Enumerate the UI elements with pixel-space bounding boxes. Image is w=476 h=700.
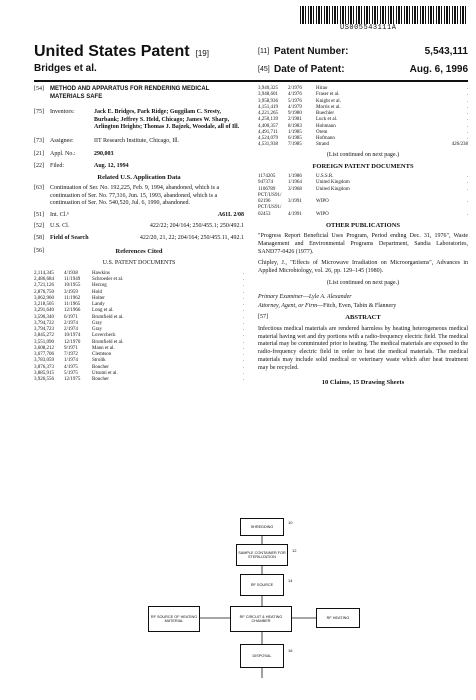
reference-row: 3,291,640 12/1966 Long et al. . <box>34 308 244 314</box>
reference-row: 3,062,960 11/1962 Holter . <box>34 295 244 301</box>
foreign-reference-row: 947374 1/1964 United Kingdom . <box>258 180 468 186</box>
publication-2: Chipley, J., "Effects of Microwave Irradiation on Microorganisms", Advances in Applied Microbiology, vol. 26, pp. 129–145 (1980). <box>258 260 468 275</box>
foreign-heading: FOREIGN PATENT DOCUMENTS <box>312 163 414 170</box>
reference-row: 2,114,345 4/1938 Hawkins . <box>34 270 244 276</box>
reference-row: 3,926,556 12/1975 Boucher . <box>34 377 244 382</box>
reference-row: 4,221,265 9/1980 Buechler . <box>258 111 468 116</box>
title-code: [19] <box>195 49 209 58</box>
reference-row: 3,551,090 12/1970 Brumfield et al. . <box>34 339 244 345</box>
reference-row: 4,400,357 8/1983 Hohmann . <box>258 123 468 129</box>
inventors-field: [75] Inventors: Jack E. Bridges, Park Ridge; Guggilam C. Sresty, Burbank; Jeffrey S. Held, Chicago; James W. Sharp, Arlington Heights; Thomas J. Bajzek, Woodale, all of Ill. <box>34 109 240 130</box>
reference-row: 2,486,684 11/1949 Schroeder et al. . <box>34 277 244 282</box>
related-heading: Related U.S. Application Data <box>97 174 181 181</box>
us-reference-list <box>34 271 244 384</box>
examiner-block: Primary Examiner—Lyle A. Alexander Attorney, Agent, or Firm—Fitch, Even, Tabin & Flannery <box>258 294 397 309</box>
reference-row: 3,783,059 1/1974 Strolik . <box>34 358 244 364</box>
reference-row: 3,794,722 2/1974 Gray . <box>34 320 244 326</box>
us-patent-heading: U.S. PATENT DOCUMENTS <box>102 260 176 267</box>
reference-row: 4,250,139 2/1981 Luck et al. . <box>258 117 468 123</box>
barcode <box>300 6 466 24</box>
foreign-reference-row: 02196 3/1991 WIPO . <box>258 199 468 205</box>
fig-box-heating-chamber: RF CIRCUIT & HEATING CHAMBER <box>230 606 292 632</box>
search-field: [58] Field of Search 422/20, 21, 22; 204/164; 250/455.11, 492.1 <box>34 234 244 241</box>
abstract-heading-row: [57] ABSTRACT <box>258 313 381 321</box>
fig-box-rf-source-material: RF SOURCE OF HEATING MATERIAL <box>148 606 200 632</box>
reference-row: 3,876,373 4/1975 Boucher . <box>34 364 244 370</box>
reference-row: 2,876,750 3/1959 Hold . <box>34 289 244 295</box>
reference-row: 4,531,938 7/1985 Strand 426/238 <box>258 142 468 148</box>
reference-row: 3,948,601 4/1976 Fraser et al. . <box>258 92 468 98</box>
foreign-reference-row: PCT/US91/ <box>258 192 282 198</box>
title-field: [54] METHOD AND APPARATUS FOR RENDERING MEDICAL MATERIALS SAFE <box>34 86 244 101</box>
reference-row: 4,524,079 6/1985 Hofmann . <box>258 136 468 141</box>
us-reference-list-cont <box>258 86 468 149</box>
reference-row: 4,491,711 1/1985 Orem . <box>258 129 468 135</box>
fig-ref-10: 10 <box>288 520 293 525</box>
fig-ref-12: 12 <box>292 548 297 553</box>
publication-1: "Progress Report Beneficial Uses Program, Period ending Dec. 31, 1976", Waste Management and Environmental Programs Department, Sandia Laboratories, SAND77-0426 (1977). <box>258 233 468 255</box>
foreign-reference-row: PCT/US91/ <box>258 205 282 211</box>
fig-box-rf-source: RF SOURCE <box>240 574 284 596</box>
appl-field: [21] Appl. No.: 290,003 <box>34 151 114 157</box>
intcl-field: [51] Int. Cl.⁶ A61L 2/08 <box>34 211 244 218</box>
uscl-field: [52] U.S. Cl. 422/22; 204/164; 250/455.1; 250/492.1 <box>34 223 244 230</box>
reference-row: 3,794,723 2/1974 Gray . <box>34 327 244 332</box>
invention-title: METHOD AND APPARATUS FOR RENDERING MEDICAL MATERIALS SAFE <box>50 86 210 100</box>
reference-row: 3,940,325 2/1976 Hirao . <box>258 86 468 91</box>
claims-line: 10 Claims, 15 Drawing Sheets <box>321 378 405 386</box>
right-column <box>258 86 468 387</box>
foreign-reference-row: 02453 4/1991 WIPO . <box>258 211 468 217</box>
reference-row: 3,590,340 6/1971 Brumfield et al. . <box>34 314 244 320</box>
reference-row: 3,958,936 5/1976 Knight et al. . <box>258 98 468 104</box>
pubs-continued-note: (List continued on next page.) <box>326 279 400 286</box>
barcode-number: US005543111A <box>340 24 397 32</box>
fig-ref-14: 14 <box>288 578 293 583</box>
fig-box-shredding: SHREDDING <box>240 518 284 536</box>
reference-row: 3,218,505 11/1965 Landy . <box>34 302 244 307</box>
reference-row: 3,608,212 9/1971 Mann et al. . <box>34 345 244 351</box>
fig-ref-16: 16 <box>288 648 293 653</box>
patent-date: Aug. 6, 1996 <box>409 64 468 75</box>
other-pubs-heading: OTHER PUBLICATIONS <box>325 221 401 229</box>
reference-row: 3,845,272 10/1974 Lovercheck . <box>34 333 244 339</box>
patent-title: United States Patent [19] <box>34 43 209 60</box>
reference-row: 4,151,419 4/1979 Morris et al. . <box>258 104 468 110</box>
fig-box-disposal: DISPOSAL <box>240 644 284 668</box>
fig-box-container: SAMPLE CONTAINER FOR STERILIZATION <box>236 544 288 566</box>
refs-continued-note: (List continued on next page.) <box>326 151 400 158</box>
patent-number: 5,543,111 <box>424 46 468 57</box>
reference-row: 3,885,915 5/1975 Utsumi et al. . <box>34 370 244 376</box>
foreign-reference-list <box>258 174 468 218</box>
reference-row: 2,721,126 10/1955 Herzog . <box>34 283 244 289</box>
reference-row: 3,677,706 7/1972 Clemtson . <box>34 352 244 357</box>
drawing-figure <box>140 510 380 695</box>
refs-field: [56] References Cited <box>34 248 163 256</box>
foreign-reference-row: 1174205 1/1986 U.S.S.R. . <box>258 174 468 180</box>
header-rule <box>34 80 468 82</box>
patent-page: US005543111A United States Patent [19] Bridges et al. [11] Patent Number: 5,543,111 [45] Date of Patent: Aug. 6, 1996 [54] METHOD AND APPARATUS FOR RENDERING MEDICAL MATERIALS SAFE [75] Inventors: Jack E. Bridges, Park Ridge; Guggilam C. Sresty, Burbank; Jeffrey S. Held, Chicago; James W. Sharp, Arlington Heights; Thomas J. Bajzek, Woodale, all of Ill. [73] Assignee: IIT Research Institute, Chicago, Ill. [21] Appl. No.: 290,003 [22] Filed: Aug. 12, 1994 Related U.S. Application Data [63] Continuation of Ser. No. 192,225, Feb. 9, 1994, abandoned, which is a continuation of Ser. No. 77,316, Jun. 15, 1993, abandoned, which is a continuation of Ser. No. 540,520, Jul. 6, 1990, abandoned. [51] Int. Cl.⁶ A61L 2/08 [52] U.S. Cl. 422/22; 204/164; 250/455.1; 250/492.1 [58] Field of Search 422/20, 21, 22; 204/164; 250/455.11, 492.1 [56] References Cited U.S. PATENT DOCUMENTS 2,114,345 4/1938 Hawkins . 2,486,684 11/1949 Schroeder et al. . 2,721,126 10/1955 Herzog . 2,876,750 3/1959 Hold . 3,062,960 11/1962 Holter . 3,218,505 11/1965 Landy . 3,291,640 12/1966 Long et al. . 3,590,340 6/1971 Brumfield et al. . 3,794,722 2/1974 Gray . 3,794,723 2/1974 Gray . 3,845,272 10/1974 Lovercheck . 3,551,090 12/1970 Brumfield et al. . 3,608,212 9/1971 Mann et al. . 3,677,706 7/1972 Clemtson . 3,783,059 1/1974 Strolik . 3,876,373 4/1975 Boucher . 3,885,915 5/1975 Utsumi et al. . 3,926,556 12/1975 Boucher . 3,940,325 2/1976 Hirao . 3,948,601 4/1976 Fraser et al. . 3,958,936 5/1976 Knight et al. . 4,151,419 4/1979 Morris et al. . 4,221,265 9/1980 Buechler . 4,250,139 2/1981 Luck et al. . 4,400,357 8/1983 Hohmann . 4,491,711 1/1985 Orem . 4,524,079 6/1985 Hofmann . 4,531,938 7/1985 Strand 426/238 (List continued on next page.) FOREIGN PATENT DOCUMENTS 1174205 1/1986 U.S.S.R. . 947374 1/1964 United Kingdom . 1106789 3/1968 United Kingdom . PCT/US91/ 02196 3/1991 WIPO . PCT/US91/ 02453 4/1991 WIPO . OTHER PUBLICATIONS "Progress Report Beneficial Uses Program, Period ending Dec. 31, 1976", Waste Management and Environmental Programs Department, Sandia Laboratories, SAND77-0426 (1977). Chipley, J., "Effects of Microwave Irradiation on Microorganisms", Advances in Applied Microbiology, vol. 26, pp. 129–145 (1980). (List continued on next page.) Primary Examiner—Lyle A. Alexander Attorney, Agent, or Firm—Fitch, Even, Tabin & Flannery [57] ABSTRACT Infectious medical materials are rendered harmless by heating heterogeneous medical material having wet and dry portions with a radio-frequency electric field. The medical material may be comminuted prior to heating. The medical materials are exposed to the radio-frequency electric field in order to heat the medical materials. The medical materials may include solid medical or veterinary waste which after heat treatment may be recycled. 10 Claims, 15 Drawing Sheets SHREDDING SAMPLE CONTAINER FOR STERILIZATION RF SOURCE RF CIRCUIT & HEATING CHAMBER RF SOURCE OF HEATING MATERIAL RF HEATING DISPOSAL 10 12 14 16 <box>0 0 476 700</box>
filed-field: [22] Filed: Aug. 12, 1994 <box>34 162 129 169</box>
left-column <box>34 86 244 383</box>
inventor-line: Bridges et al. <box>34 63 97 74</box>
foreign-reference-row: 1106789 3/1968 United Kingdom . <box>258 186 468 192</box>
continuation-field: [63] Continuation of Ser. No. 192,225, Feb. 9, 1994, abandoned, which is a continuation of Ser. No. 77,316, Jun. 15, 1993, abandoned, which is a continuation of Ser. No. 540,520, Jul. 6, 1990, abandoned. <box>34 185 220 207</box>
abstract-text: Infectious medical materials are rendered harmless by heating heterogeneous medical material having wet and dry portions with a radio-frequency electric field. The medical material may be comminuted prior to heating. The medical materials are exposed to the radio-frequency electric field in order to heat the medical materials. The medical materials may include solid medical or veterinary waste which after heat treatment may be recycled. <box>258 325 468 371</box>
fig-box-rf-heating: RF HEATING <box>316 608 360 628</box>
assignee-field: [73] Assignee: IIT Research Institute, Chicago, Ill. <box>34 137 180 144</box>
